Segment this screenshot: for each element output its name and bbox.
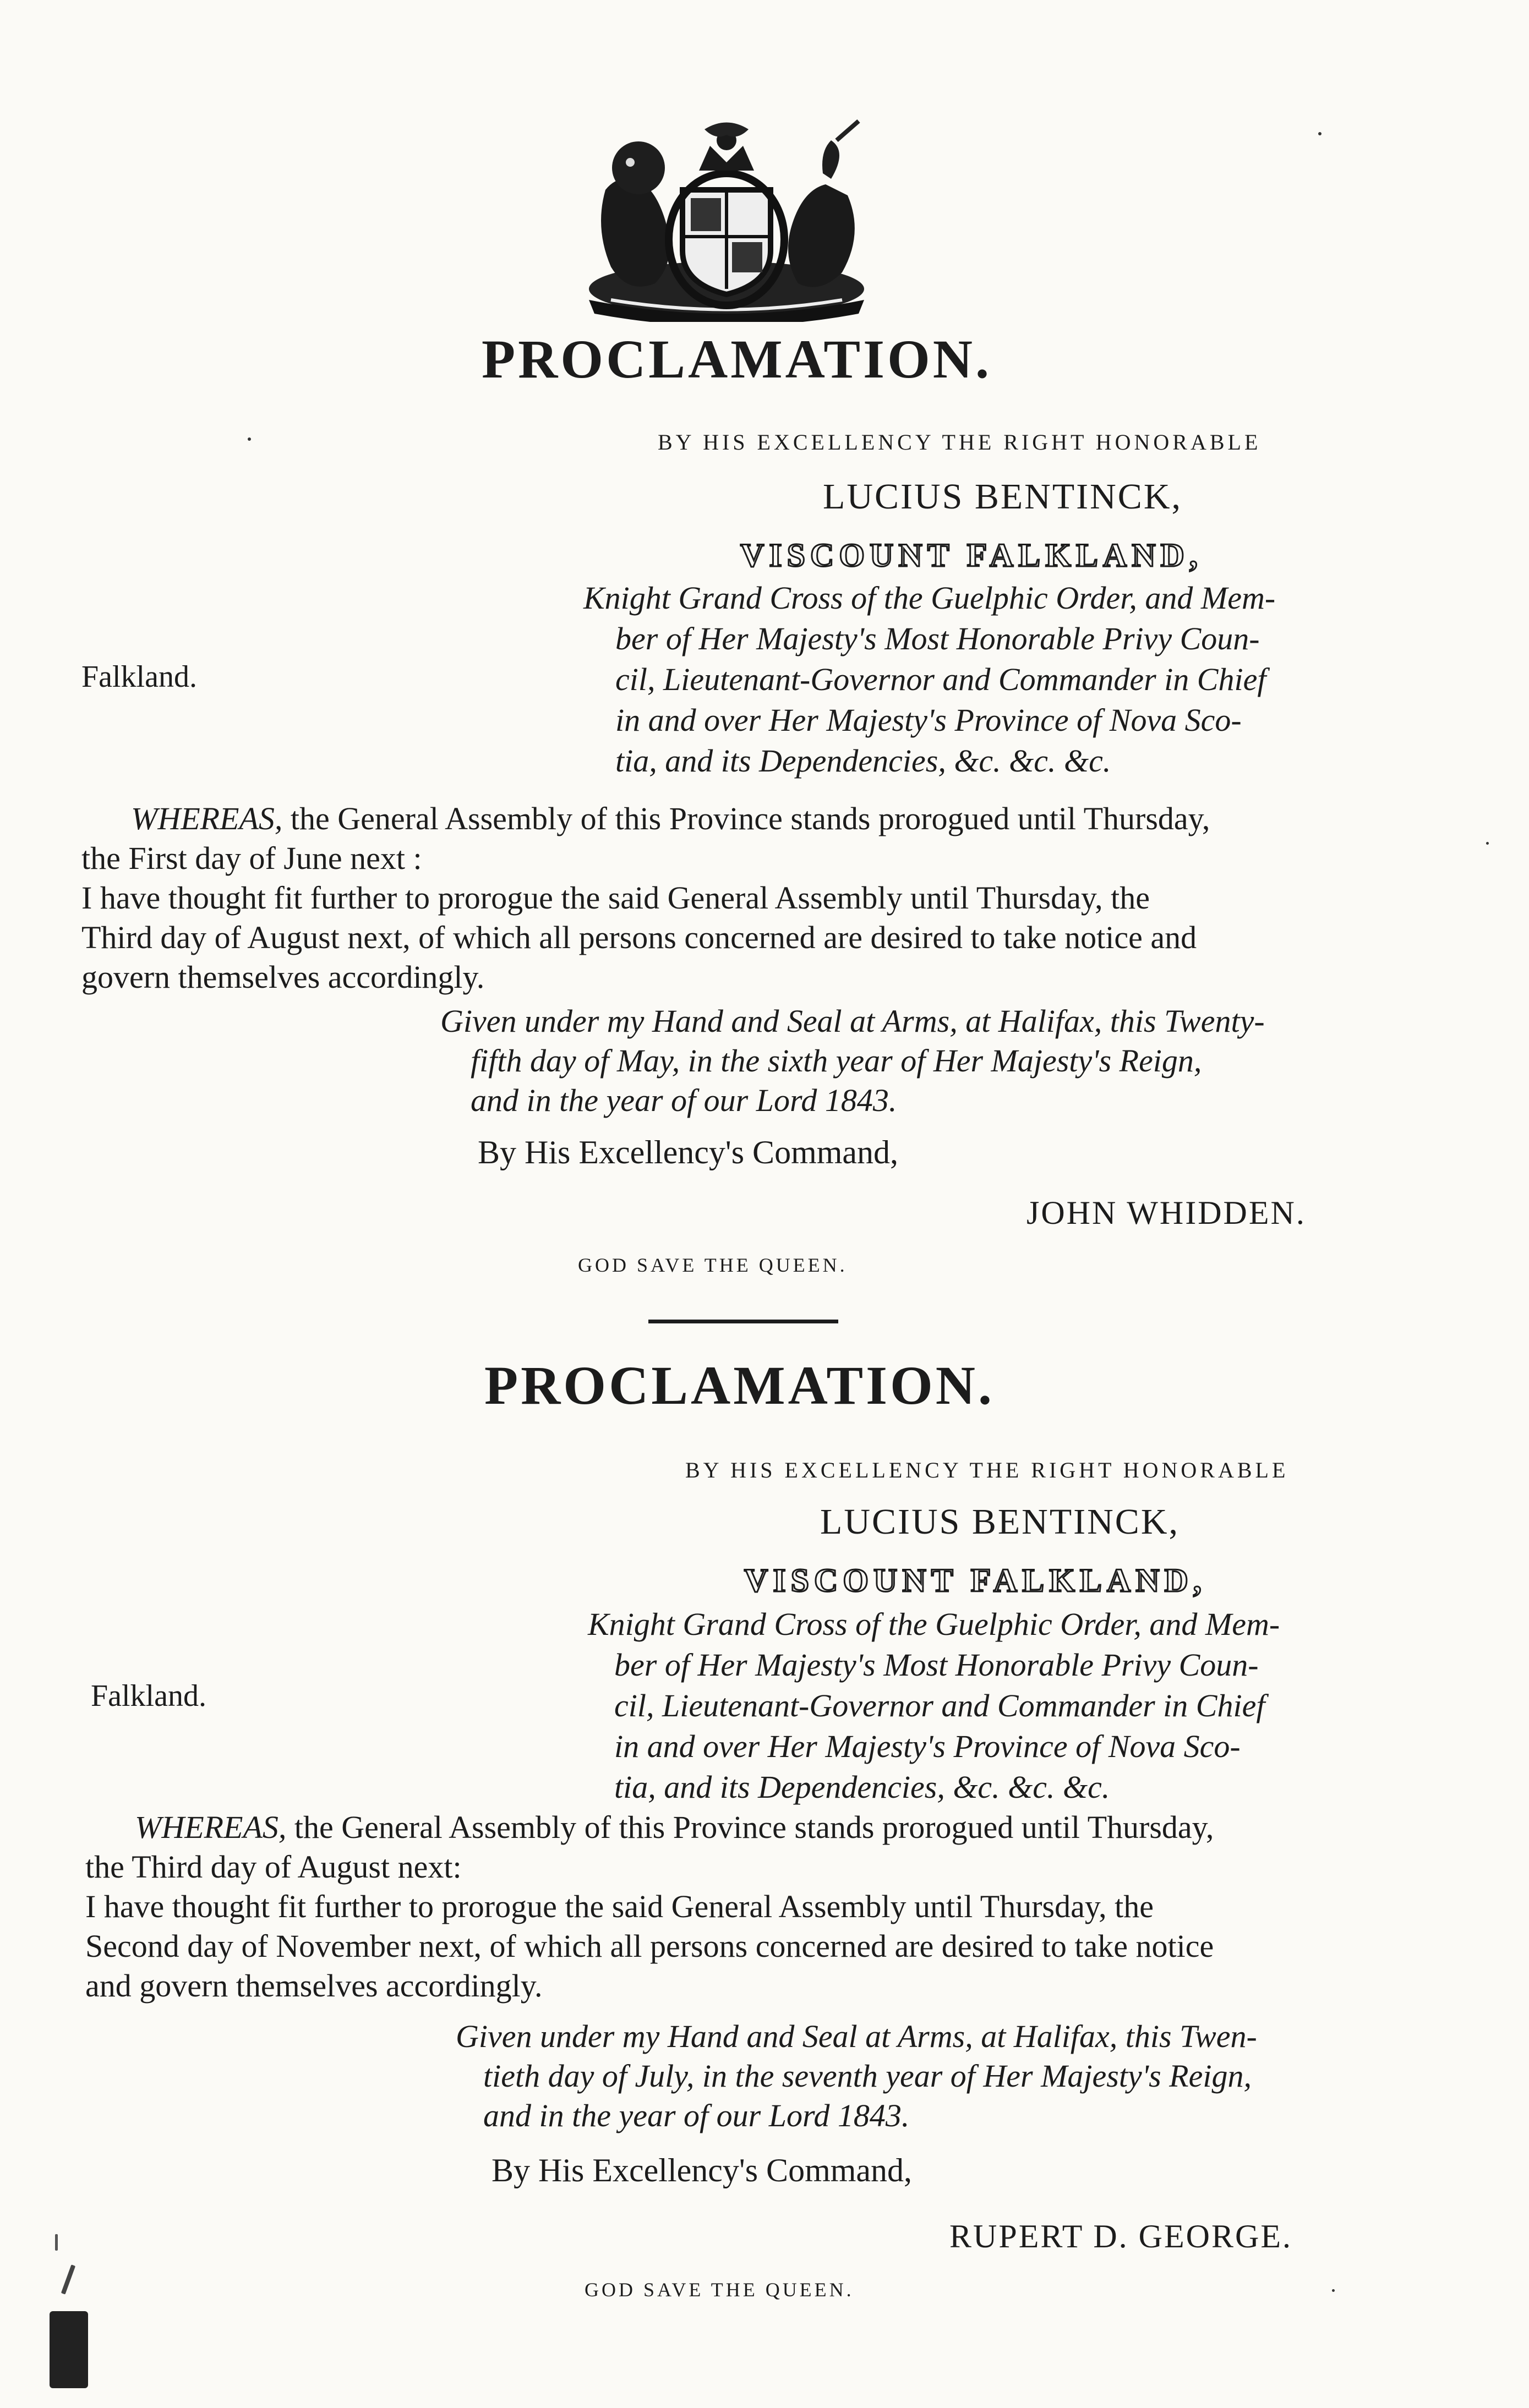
honours-block [588,1604,1280,1808]
whereas-text: the General Assembly of this Province stands prorogued until Thursday, [282,801,1210,836]
scan-speck [248,437,251,441]
body-line: govern themselves accordingly. [81,959,485,995]
whereas-text: the General Assembly of this Province stands prorogued until Thursday, [286,1809,1214,1845]
body-line: I have thought fit further to prorogue the said General Assembly until Thursday, the [85,1889,1154,1924]
body-line: the First day of June next : [81,840,422,876]
scan-speck [1486,842,1489,845]
honours-line: Knight Grand Cross of the Guelphic Order, and Mem- [583,580,1276,616]
body-line: the Third day of August next: [85,1849,462,1885]
whereas-word: WHEREAS, [135,1809,287,1845]
honours-line: Knight Grand Cross of the Guelphic Order, and Mem- [588,1606,1280,1642]
whereas-line [85,1808,1214,1847]
given-line: Given under my Hand and Seal at Arms, at Halifax, this Twen- [456,2018,1257,2054]
scan-mark [61,2264,75,2294]
scan-speck [1332,2289,1335,2292]
whereas-word: WHEREAS, [131,801,283,836]
proclamation-body [81,799,1210,997]
by-command: By His Excellency's Command, [478,1134,899,1170]
proclamation-body [85,1808,1214,2006]
governor-name: LUCIUS BENTINCK, [823,477,1182,517]
whereas-line [81,799,1210,839]
byline: BY HIS EXCELLENCY THE RIGHT HONORABLE [658,430,1262,455]
governor-signature: Falkland. [91,1679,206,1713]
honours-line: ber of Her Majesty's Most Honorable Privy Coun- [615,621,1260,656]
viscount-title: VISCOUNT FALKLAND, [744,1562,1206,1599]
honours-line: tia, and its Dependencies, &c. &c. &c. [614,1769,1110,1805]
body-line: Second day of November next, of which all persons concerned are desired to take notice [85,1928,1214,1964]
given-line: Given under my Hand and Seal at Arms, at Halifax, this Twenty- [440,1003,1265,1039]
governor-signature: Falkland. [81,660,197,694]
secretary-name: JOHN WHIDDEN. [1026,1195,1306,1231]
honours-line: tia, and its Dependencies, &c. &c. &c. [615,743,1111,779]
given-line: and in the year of our Lord 1843. [471,1082,897,1118]
given-under-seal [440,1001,1265,1120]
viscount-title: VISCOUNT FALKLAND, [740,537,1203,573]
given-line: fifth day of May, in the sixth year of Her Majesty's Reign, [471,1043,1202,1079]
body-line: and govern themselves accordingly. [85,1968,543,2004]
proclamation-title: PROCLAMATION. [482,329,992,390]
honours-line: cil, Lieutenant-Governor and Commander in Chief [614,1688,1265,1723]
royal-coat-of-arms-icon [572,118,881,322]
scan-blot [50,2311,88,2388]
given-under-seal [456,2017,1257,2136]
honours-line: cil, Lieutenant-Governor and Commander in Chief [615,661,1266,697]
proclamation-title: PROCLAMATION. [484,1355,995,1416]
given-line: tieth day of July, in the seventh year of Her Majesty's Reign, [483,2058,1252,2094]
honours-line: ber of Her Majesty's Most Honorable Privy Coun- [614,1647,1259,1683]
scan-mark [55,2234,58,2251]
body-line: I have thought fit further to prorogue the said General Assembly until Thursday, the [81,880,1150,916]
by-command: By His Excellency's Command, [492,2152,913,2188]
honours-block [583,578,1275,781]
separator-rule [648,1320,838,1323]
byline: BY HIS EXCELLENCY THE RIGHT HONORABLE [685,1458,1289,1482]
scan-speck [1318,132,1322,135]
honours-line: in and over Her Majesty's Province of Nova Sco- [614,1728,1241,1764]
secretary-name: RUPERT D. GEORGE. [949,2218,1292,2254]
honours-line: in and over Her Majesty's Province of Nova Sco- [615,702,1242,738]
god-save-the-queen: GOD SAVE THE QUEEN. [578,1254,848,1276]
given-line: and in the year of our Lord 1843. [483,2098,910,2133]
governor-name: LUCIUS BENTINCK, [820,1502,1179,1542]
god-save-the-queen: GOD SAVE THE QUEEN. [585,2279,854,2301]
body-line: Third day of August next, of which all persons concerned are desired to take notice and [81,920,1197,955]
